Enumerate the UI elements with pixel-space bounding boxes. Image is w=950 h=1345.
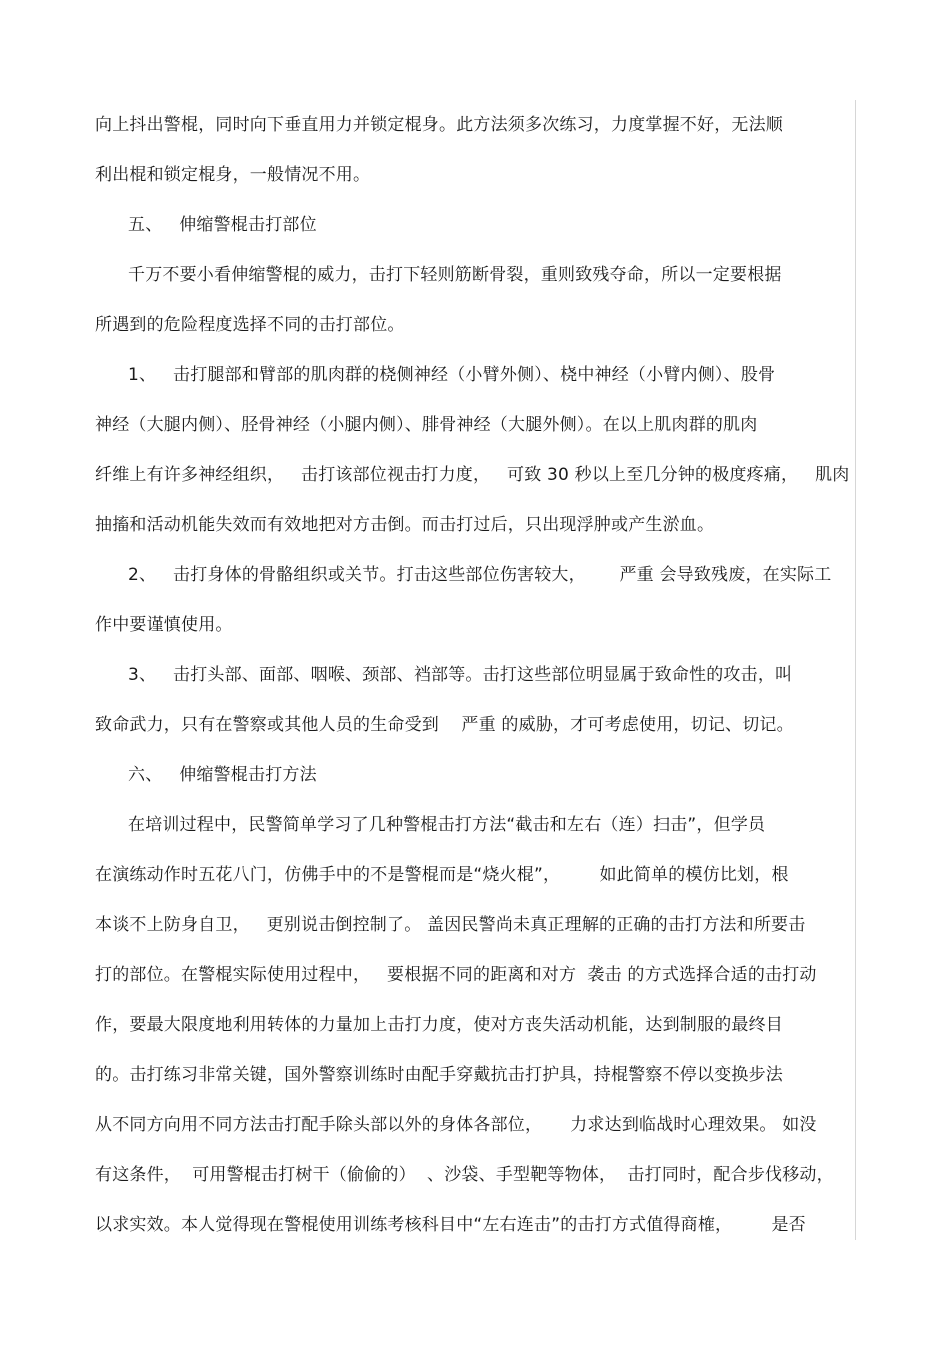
- text-line-16: 在演练动作时五花八门，仿佛手中的不是警棍而是“烧火棍”， 如此简单的模仿比划，根: [95, 865, 789, 885]
- text-line-15: 在培训过程中，民警简单学习了几种警棍击打方法“截击和左右（连）扫击”，但学员: [128, 815, 766, 835]
- section-heading-6: 六、 伸缩警棍击打方法: [128, 765, 317, 785]
- text-line-23: 以求实效。本人觉得现在警棍使用训练考核科目中“左右连击”的击打方式值得商榷， 是否: [95, 1215, 806, 1235]
- list-item-2: 2、 击打身体的骨骼组织或关节。打击这些部位伤害较大， 严重 会导致残废，在实际工: [128, 565, 832, 585]
- text-line-18: 打的部位。在警棍实际使用过程中， 要根据不同的距离和对方 袭击 的方式选择合适的击打动: [95, 965, 817, 985]
- text-line-17: 本谈不上防身自卫， 更别说击倒控制了。 盖因民警尚未真正理解的正确的击打方法和所要击: [95, 915, 806, 935]
- text-line-21: 从不同方向用不同方法击打配手除头部以外的身体各部位， 力求达到临战时心理效果。 如没: [95, 1115, 817, 1135]
- text-line-9: 抽搐和活动机能失效而有效地把对方击倒。而击打过后，只出现浮肿或产生淤血。: [95, 515, 715, 535]
- page-right-rule: [855, 100, 856, 1240]
- text-line-1: 向上抖出警棍，同时向下垂直用力并锁定棍身。此方法须多次练习，力度掌握不好，无法顺: [95, 115, 783, 135]
- list-item-1: 1、 击打腿部和臂部的肌肉群的桡侧神经（小臂外侧）、桡中神经（小臂内侧）、股骨: [128, 365, 776, 385]
- section-heading-5: 五、 伸缩警棍击打部位: [128, 215, 317, 235]
- text-line-4: 千万不要小看伸缩警棍的威力，击打下轻则筋断骨裂，重则致残夺命，所以一定要根据: [128, 265, 782, 285]
- text-line-8: 纤维上有许多神经组织， 击打该部位视击打力度， 可致 30 秒以上至几分钟的极度疼痛， 肌肉: [95, 465, 850, 485]
- text-line-7: 神经（大腿内侧）、胫骨神经（小腿内侧）、腓骨神经（大腿外侧）。在以上肌肉群的肌肉: [95, 415, 758, 435]
- text-line-20: 的。击打练习非常关键，国外警察训练时由配手穿戴抗击打护具，持棍警察不停以变换步法: [95, 1065, 783, 1085]
- text-line-11: 作中要谨慎使用。: [95, 615, 233, 635]
- text-line-13: 致命武力，只有在警察或其他人员的生命受到 严重 的威胁，才可考虑使用，切记、切记。: [95, 715, 794, 735]
- text-line-5: 所遇到的危险程度选择不同的击打部位。: [95, 315, 405, 335]
- list-item-3: 3、 击打头部、面部、咽喉、颈部、裆部等。击打这些部位明显属于致命性的攻击，叫: [128, 665, 793, 685]
- text-line-19: 作，要最大限度地利用转体的力量加上击打力度，使对方丧失活动机能，达到制服的最终目: [95, 1015, 783, 1035]
- text-line-22: 有这条件， 可用警棍击打树干（偷偷的） 、沙袋、手型靶等物体， 击打同时，配合步伐移动，: [95, 1165, 834, 1185]
- text-line-2: 利出棍和锁定棍身，一般情况不用。: [95, 165, 371, 185]
